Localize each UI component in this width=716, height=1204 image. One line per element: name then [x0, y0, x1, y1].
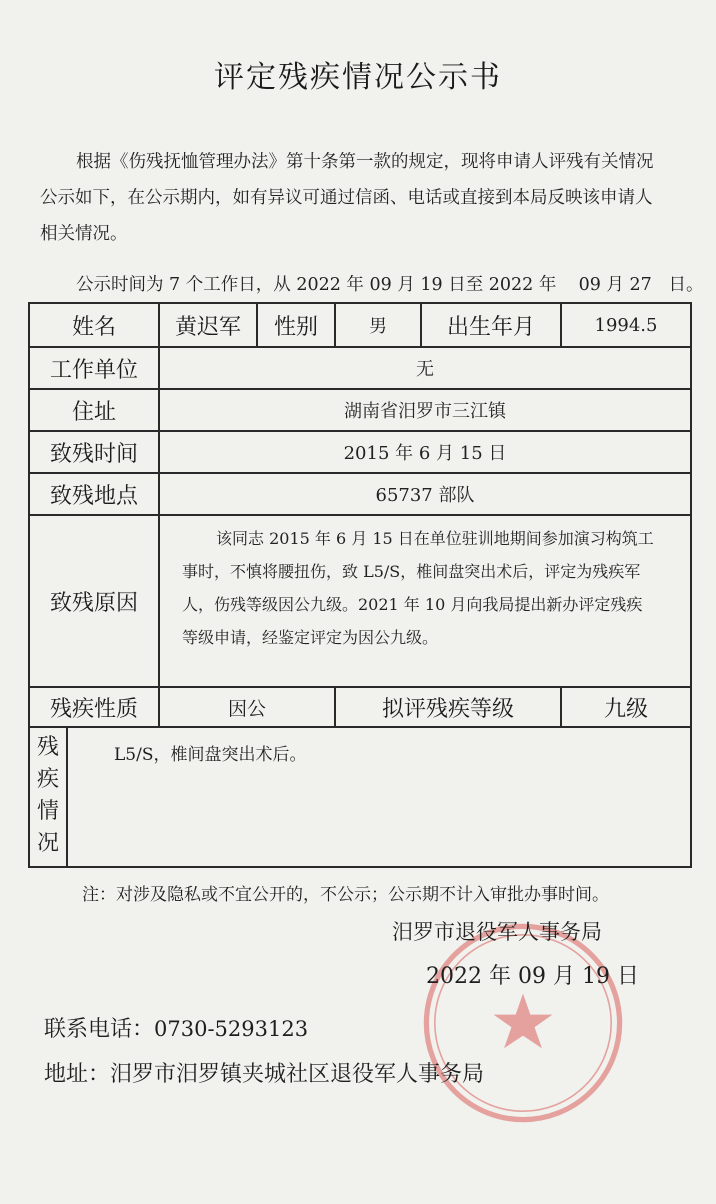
reason-line: 事时，不慎将腰扭伤，致 L5/S，椎间盘突出术后，评定为残疾军 [182, 562, 641, 581]
gender-label: 性别 [257, 303, 335, 347]
issuing-office: 汨罗市退役军人事务局 [392, 920, 602, 944]
reason-line: 该同志 2015 年 6 月 15 日在单位驻训地期间参加演习构筑工 [216, 529, 654, 548]
reason-line: 人，伤残等级因公九级。2021 年 10 月向我局提出新办评定残疾 [182, 595, 643, 614]
intro-line: 公示如下，在公示期内，如有异议可通过信函、电话或直接到本局反映该申请人 [40, 188, 653, 208]
official-seal [418, 918, 628, 1128]
table-row [29, 303, 691, 347]
contact-phone [44, 1012, 308, 1043]
footnote: 注：对涉及隐私或不宜公开的，不公示；公示期不计入审批办事时间。 [82, 885, 609, 905]
name-label: 姓名 [29, 303, 159, 347]
table-row [29, 687, 691, 727]
office-address: 地址：汨罗市汨罗镇夹城社区退役军人事务局 [44, 1062, 485, 1087]
disability-place-label: 致残地点 [29, 473, 159, 515]
table-row [29, 389, 691, 431]
disability-time-value: 2015 年 6 月 15 日 [159, 431, 691, 473]
proposed-grade-label: 拟评残疾等级 [335, 687, 561, 727]
disability-condition-value: L5/S，椎间盘突出术后。 [114, 745, 307, 765]
gender-value: 男 [335, 303, 421, 347]
intro-line: 根据《伤残抚恤管理办法》第十条第一款的规定，现将申请人评残有关情况 [76, 152, 654, 172]
table-row [29, 431, 691, 473]
disability-nature-label: 残疾性质 [29, 687, 159, 727]
disability-condition-label: 残 疾 情 况 [30, 728, 68, 866]
proposed-grade-value: 九级 [561, 687, 691, 727]
publicity-period: 公示时间为 7 个工作日，从 2022 年 09 月 19 日至 2022 年 09 月 27 日。 [76, 275, 704, 295]
phone-number: 0730-5293123 [154, 1017, 309, 1041]
work-unit-value: 无 [159, 347, 691, 389]
phone-label: 联系电话： [44, 1017, 155, 1042]
disability-place-value: 65737 部队 [159, 473, 691, 515]
table-row [29, 515, 691, 687]
intro-paragraph [40, 144, 680, 252]
table-row [29, 347, 691, 389]
disability-reason-label: 致残原因 [29, 515, 159, 687]
disability-time-label: 致残时间 [29, 431, 159, 473]
table-row [29, 727, 691, 867]
birth-value: 1994.5 [561, 303, 691, 347]
reason-line: 等级申请，经鉴定评定为因公九级。 [182, 628, 439, 647]
disability-condition-row [29, 727, 691, 867]
name-value: 黄迟军 [159, 303, 257, 347]
intro-line: 相关情况。 [40, 224, 128, 244]
work-unit-label: 工作单位 [29, 347, 159, 389]
table-row [29, 473, 691, 515]
issue-date: 2022 年 09 月 19 日 [426, 964, 639, 989]
disability-nature-value: 因公 [159, 687, 335, 727]
disability-form-table [28, 302, 692, 868]
address-value: 湖南省汨罗市三江镇 [159, 389, 691, 431]
star-icon [494, 994, 553, 1049]
address-label: 住址 [29, 389, 159, 431]
birth-label: 出生年月 [421, 303, 561, 347]
document-title: 评定残疾情况公示书 [214, 60, 502, 95]
disability-reason-value [159, 515, 691, 687]
